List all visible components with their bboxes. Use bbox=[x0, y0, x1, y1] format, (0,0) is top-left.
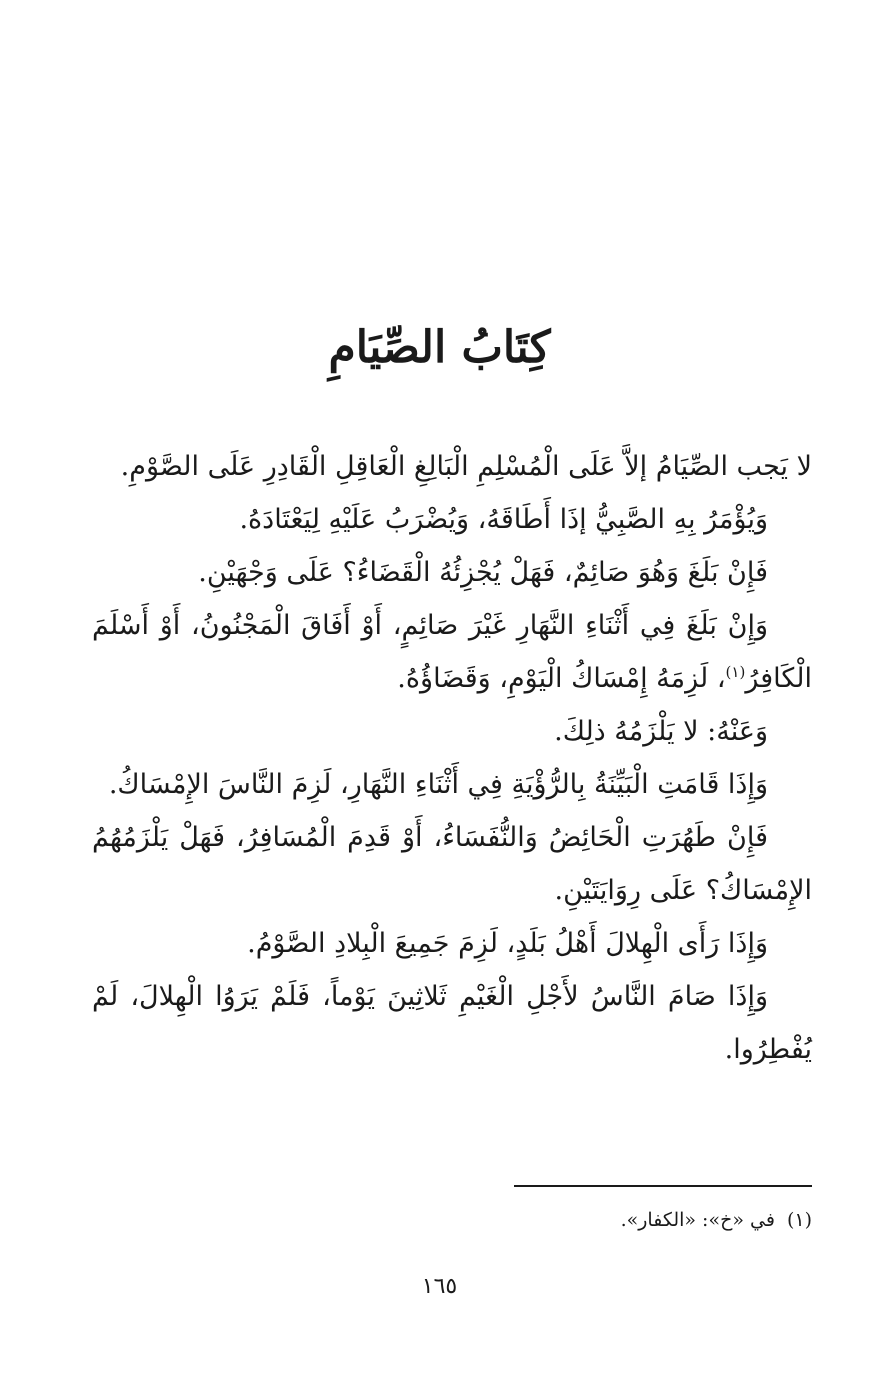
footnote bbox=[92, 1205, 812, 1235]
paragraph-2: وَيُؤْمَرُ بِهِ الصَّبِيُّ إذَا أَطَاقَهُ، وَيُضْرَبُ عَلَيْهِ لِيَعْتَادَهُ. bbox=[239, 504, 768, 535]
footnote-reference[interactable]: (١) bbox=[725, 663, 746, 681]
paragraph-6: وَإِذَا قَامَتِ الْبَيِّنَةُ بِالرُّؤْيَةِ فِي أَثْنَاءِ النَّهَارِ، لَزِمَ النَّاسَ الإِمْسَاكُ. bbox=[108, 769, 768, 800]
paragraph-4-text: وَإِنْ بَلَغَ فِي أَثْنَاءِ النَّهَارِ غَيْرَ صَائِمٍ، أَوْ أَفَاقَ الْمَجْنُونُ، أَوْ أَسْلَمَ الْكَافِرُ bbox=[92, 610, 812, 694]
footnote-number: (١) bbox=[786, 1209, 812, 1231]
paragraph-8: وَإِذَا رَأَى الْهِلالَ أَهْلُ بَلَدٍ، لَزِمَ جَمِيعَ الْبِلادِ الصَّوْمُ. bbox=[247, 928, 768, 959]
paragraph-7: فَإِنْ طَهُرَتِ الْحَائِضُ وَالنُّفَسَاءُ، أَوْ قَدِمَ الْمُسَافِرُ، فَهَلْ يَلْزَمُهُمُ الإِمْسَاكُ؟ عَلَى رِوَايَتَيْنِ. bbox=[92, 822, 812, 906]
paragraph-3: فَإِنْ بَلَغَ وَهُوَ صَائِمٌ، فَهَلْ يُجْزِئُهُ الْقَضَاءُ؟ عَلَى وَجْهَيْنِ. bbox=[198, 557, 768, 588]
footnote-divider bbox=[514, 1185, 812, 1187]
paragraph-5: وَعَنْهُ: لا يَلْزَمُهُ ذلِكَ. bbox=[554, 716, 768, 747]
chapter-title: كِتَابُ الصِّيَامِ bbox=[328, 322, 551, 373]
paragraph-4 bbox=[92, 599, 812, 705]
page-number: ١٦٥ bbox=[421, 1274, 458, 1299]
paragraph-9: وَإِذَا صَامَ النَّاسُ لأَجْلِ الْغَيْمِ ثَلاثِينَ يَوْماً، فَلَمْ يَرَوُا الْهِلالَ، لَمْ يُفْطِرُوا. bbox=[92, 981, 812, 1065]
footnote-text: في «خ»: «الكفار». bbox=[620, 1209, 775, 1231]
paragraph-4-text-cont: ، لَزِمَهُ إِمْسَاكُ الْيَوْمِ، وَقَضَاؤُهُ. bbox=[397, 663, 726, 694]
body-text bbox=[92, 440, 812, 1076]
paragraph-1: لا يَجب الصِّيَامُ إلاَّ عَلَى الْمُسْلِمِ الْبَالِغِ الْعَاقِلِ الْقَادِرِ عَلَى الصَّوْمِ. bbox=[120, 451, 812, 482]
